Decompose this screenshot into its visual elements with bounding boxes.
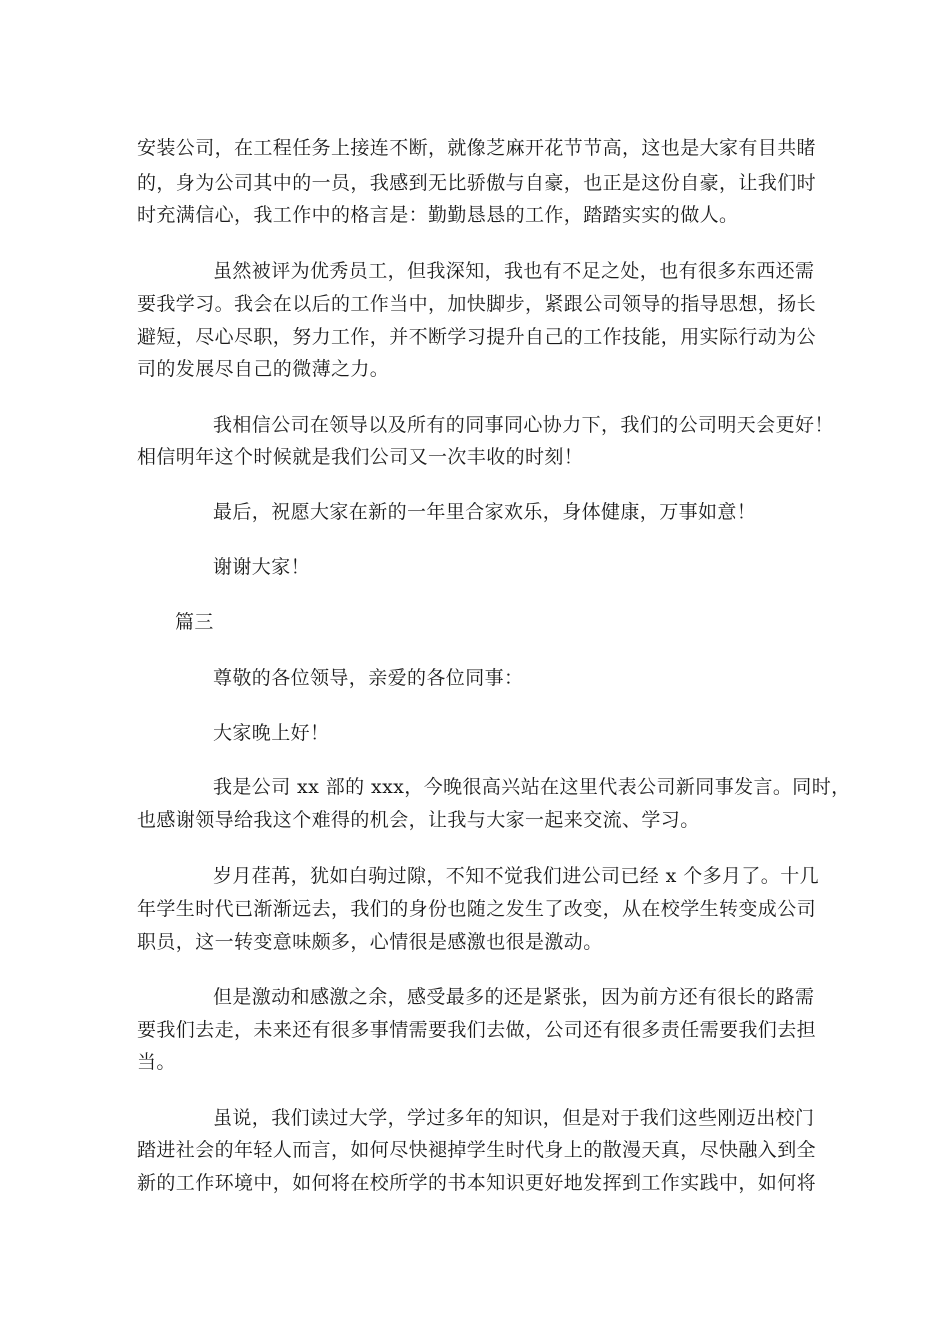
paragraph-line: 相信明年这个时候就是我们公司又一次丰收的时刻！ [137, 446, 584, 468]
paragraph-line: 安装公司，在工程任务上接连不断，就像芝麻开花节节高，这也是大家有目共睹 [137, 137, 817, 159]
paragraph-line: 我相信公司在领导以及所有的同事同心协力下，我们的公司明天会更好！ [213, 414, 834, 436]
paragraph-line: 新的工作环境中，如何将在校所学的书本知识更好地发挥到工作实践中，如何将 [137, 1172, 817, 1194]
paragraph-line: 要我学习。我会在以后的工作当中，加快脚步，紧跟公司领导的指导思想，扬长 [137, 293, 817, 315]
paragraph-line: 但是激动和感激之余，感受最多的还是紧张，因为前方还有很长的路需 [213, 986, 815, 1008]
paragraph-line: 要我们去走，未来还有很多事情需要我们去做，公司还有很多责任需要我们去担 [137, 1019, 817, 1041]
paragraph-line: 大家晚上好！ [213, 722, 330, 744]
paragraph-line: 虽然被评为优秀员工，但我深知，我也有不足之处，也有很多东西还需 [213, 260, 815, 282]
paragraph-line: 踏进社会的年轻人而言，如何尽快褪掉学生时代身上的散漫天真，尽快融入到全 [137, 1139, 817, 1161]
paragraph-line: 职员，这一转变意味颇多，心情很是感激也很是激动。 [137, 931, 603, 953]
paragraph-line: 虽说，我们读过大学，学过多年的知识，但是对于我们这些刚迈出校门 [213, 1107, 815, 1129]
paragraph-line: 岁月荏苒，犹如白驹过隙，不知不觉我们进公司已经 x 个多月了。十几 [213, 865, 819, 887]
paragraph-line: 当。 [137, 1051, 176, 1073]
paragraph-line: 避短，尽心尽职，努力工作，并不断学习提升自己的工作技能，用实际行动为公 [137, 326, 817, 348]
paragraph-line: 司的发展尽自己的微薄之力。 [137, 358, 390, 380]
paragraph-line: 年学生时代已渐渐远去，我们的身份也随之发生了改变，从在校学生转变成公司 [137, 898, 817, 920]
paragraph-line: 我是公司 xx 部的 xxx，今晚很高兴站在这里代表公司新同事发言。同时， [213, 776, 851, 798]
paragraph-line: 时充满信心，我工作中的格言是：勤勤恳恳的工作，踏踏实实的做人。 [137, 204, 739, 226]
paragraph-line: 也感谢领导给我这个难得的机会，让我与大家一起来交流、学习。 [137, 809, 700, 831]
paragraph-line: 最后，祝愿大家在新的一年里合家欢乐，身体健康，万事如意！ [213, 501, 757, 523]
paragraph-line: 谢谢大家！ [213, 556, 311, 578]
paragraph-line: 的，身为公司其中的一员，我感到无比骄傲与自豪，也正是这份自豪，让我们时 [137, 172, 817, 194]
section-heading: 篇三 [175, 611, 214, 633]
paragraph-line: 尊敬的各位领导，亲爱的各位同事： [213, 667, 524, 689]
